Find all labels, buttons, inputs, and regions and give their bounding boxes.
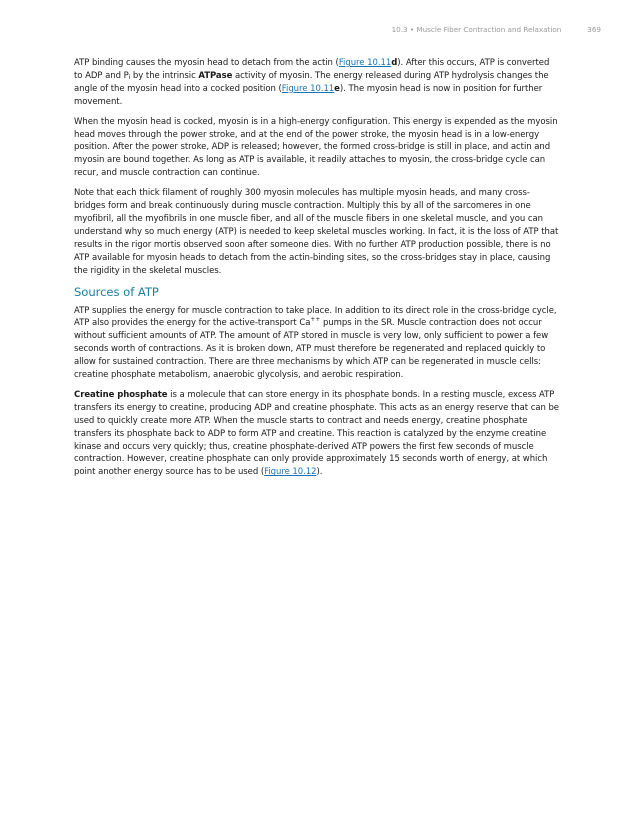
- p1-text-2: ). After this occurs, ATP is converted to ADP and P: [74, 58, 550, 81]
- p4-text-2: pumps in the SR. Muscle contraction does not occur without sufficient amounts of ATP. The amount of ATP stored in muscle is very low, only sufficient to power a few seconds worth of contractions. As it is broken down, ATP must therefore be regenerated and replaced quickly to allow for sustained contraction. There are three mechanisms by which ATP can be regenerated in muscle cells: creatine phosphate metabolism, anaerobic glycolysis, and aerobic respiration.: [74, 318, 549, 381]
- paragraph-thick-filament: Note that each thick filament of roughly 300 myosin molecules has multiple myosin heads, and many cross-bridges form and break continuously during muscle contraction. Multiply this by all of the sarcomeres in one myofibril, all the myofibrils in one muscle fiber, and all of the muscle fibers in one skeletal muscle, and you can understand why so much energy (ATP) is needed to keep skeletal muscles working. In fact, it is the loss of ATP that results in the rigor mortis observed soon after someone dies. With no further ATP production possible, there is no ATP available for myosin heads to detach from the actin-binding sites, so the cross-bridges stay in place, causing the rigidity in the skeletal muscles.: [74, 188, 559, 276]
- atpase-term: ATPase: [198, 70, 233, 81]
- paragraph-myosin-cocked: When the myosin head is cocked, myosin is in a high-energy configuration. This energy is expended as the myosin head moves through the power stroke, and at the end of the power stroke, the myosin head is in a low-energy position. After the power stroke, ADP is released; however, the formed cross-bridge is still in place, and actin and myosin are bound together. As long as ATP is available, it readily attaches to myosin, the cross-bridge cycle can recur, and muscle contraction can continue.: [74, 116, 558, 179]
- paragraph-creatine-phosphate: [74, 389, 559, 479]
- p1-text-4: activity of myosin. The energy released during ATP hydrolysis changes the angle of the myosin head into a cocked position (: [74, 70, 549, 94]
- p1-figure-letter-d: d: [391, 58, 398, 68]
- figure-10-11-link[interactable]: Figure 10.11: [338, 58, 392, 68]
- page-number: 369: [587, 25, 601, 34]
- section-heading-sources-of-atp: Sources of ATP: [74, 284, 159, 299]
- p1-figure-letter-e: e: [334, 83, 340, 94]
- p1-subscript-i: i: [128, 73, 131, 81]
- running-header: [0, 25, 601, 34]
- p4-superscript: ++: [310, 316, 321, 324]
- p1-text-5: ). The myosin head is now in position for further movement.: [74, 83, 543, 107]
- p5-text-2: ).: [316, 467, 323, 478]
- page-content: [74, 57, 559, 486]
- p4-text-1: ATP supplies the energy for muscle contraction to take place. In addition to its direct role in the cross-bridge cycle, ATP also provides the energy for the active-transport Ca: [74, 305, 557, 329]
- creatine-phosphate-term: Creatine phosphate: [74, 389, 168, 400]
- paragraph-atp-binding: [74, 57, 559, 109]
- figure-10-12-link[interactable]: Figure 10.12: [264, 467, 317, 478]
- paragraph-atp-supplies: [74, 305, 559, 382]
- figure-10-11-link-2[interactable]: Figure 10.11: [281, 83, 335, 94]
- p1-text-1: ATP binding causes the myosin head to detach from the actin (: [74, 58, 339, 68]
- p5-text-1: is a molecule that can store energy in its phosphate bonds. In a resting muscle, excess ATP transfers its energy to creatine, producing ADP and creatine phosphate. This acts as an energy reserve that can be used to quickly create more ATP. When the muscle starts to contract and needs energy, creatine phosphate transfers its phosphate back to ADP to form ATP and creatine. This reaction is catalyzed by the enzyme creatine kinase and occurs very quickly; thus, creatine phosphate-derived ATP powers the first few seconds of muscle contraction. However, creatine phosphate can only provide approximately 15 seconds worth of energy, at which point another energy source has to be used (: [74, 389, 559, 478]
- p1-text-3: by the intrinsic: [130, 70, 199, 81]
- header-section-title: 10.3 • Muscle Fiber Contraction and Relaxation: [391, 25, 562, 34]
